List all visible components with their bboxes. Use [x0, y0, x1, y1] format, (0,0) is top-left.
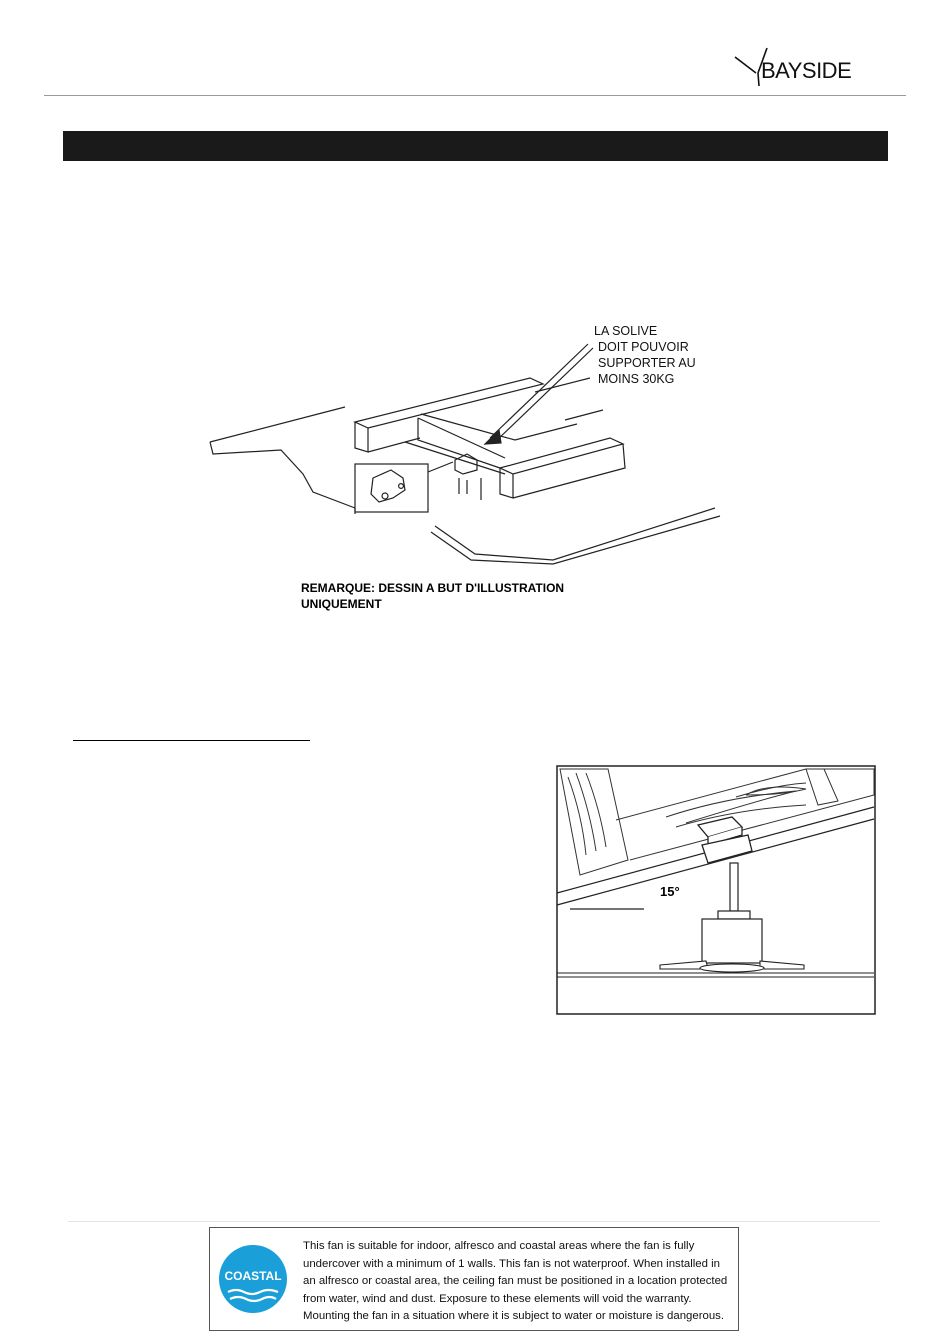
illustration-note-line-2: UNIQUEMENT [301, 597, 382, 611]
subheading-underline [73, 740, 310, 741]
coastal-line-5: Mounting the fan in a situation where it is subject to water or moisture is dangerous. [303, 1310, 725, 1322]
joist-callout-line-2: DOIT POUVOIR [598, 340, 689, 354]
illustration-note-line-1: REMARQUE: DESSIN A BUT D'ILLUSTRATION [301, 581, 565, 595]
section-title-bar [63, 131, 888, 161]
coastal-line-1: This fan is suitable for indoor, alfresco and coastal areas where the fan is fully [303, 1240, 695, 1252]
coastal-notice [209, 1227, 739, 1331]
sloped-ceiling-illustration [556, 765, 876, 1015]
footer-divider [68, 1221, 880, 1222]
joist-callout-line-4: MOINS 30KG [598, 372, 675, 386]
coastal-line-3: an alfresco or coastal area, the ceiling fan must be positioned in a location protected [303, 1275, 728, 1287]
coastal-notice-text [303, 1238, 735, 1326]
slope-angle-label: 15° [660, 884, 680, 899]
joist-illustration [205, 318, 735, 573]
brand-name: BAYSIDE [761, 58, 852, 83]
coastal-badge-icon [218, 1244, 288, 1314]
coastal-line-2: undercover with a minimum of 1 walls. This fan is not waterproof. When installed in [303, 1257, 720, 1270]
sloped-ceiling-drawing [556, 765, 876, 1015]
coastal-badge-label: COASTAL [224, 1269, 282, 1283]
illustration-note [301, 580, 564, 612]
joist-callout-line-3: SUPPORTER AU [598, 356, 696, 370]
header-divider [44, 95, 906, 96]
coastal-line-4: from water, wind and dust. Exposure to these elements will void the warranty. [303, 1292, 692, 1305]
joist-callout-line-1: LA SOLIVE [594, 324, 658, 338]
brand-logo [732, 46, 862, 88]
